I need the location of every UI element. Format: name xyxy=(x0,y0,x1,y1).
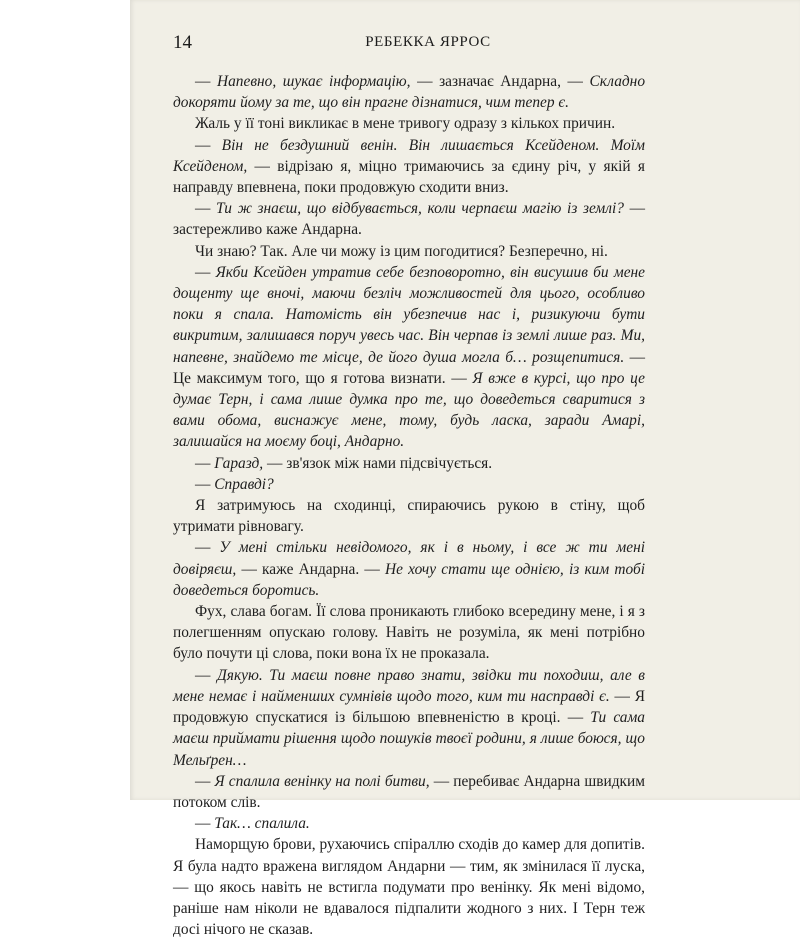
italic-run: Ти ж знаєш, що відбувається, коли черпаєш магію із землі? xyxy=(216,200,624,218)
italic-run: Напевно, шукає інформацію, xyxy=(217,73,411,90)
paragraph xyxy=(173,71,645,113)
italic-run: У мені стільки невідомого, як і в ньому, і все ж ти мені довіряєш, xyxy=(173,539,645,578)
text-run: Жаль у її тоні викликає в мене тривогу одразу з кількох причин. xyxy=(195,115,616,133)
italic-run: Гаразд, xyxy=(214,454,264,472)
italic-run: Дякую. Ти маєш повне право знати, звідки ти походиш, але в мене немає і найменших сумнівів щодо того, ким ти насправді є. xyxy=(173,666,645,705)
text-run: — xyxy=(195,666,217,684)
paragraph xyxy=(173,262,645,453)
text-run: Я затримуюсь на сходинці, спираючись рукою в стіну, щоб утримати рівновагу. xyxy=(173,497,645,536)
italic-run: Так… спалила. xyxy=(214,815,310,833)
paragraph xyxy=(173,834,645,940)
text-run: — xyxy=(195,200,217,218)
italic-run: Я спалила венінку на полі битви, xyxy=(214,772,430,790)
text-run: — відрізаю я, міцно тримаючись за єдину річ, у якій я направду впевнена, поки продовжую сходити вниз. xyxy=(173,157,645,197)
text-run: — Я продовжую спускатися із більшою впевненістю в кроці. — xyxy=(173,687,645,727)
italic-run: Не хочу стати ще однією, із ким тобі доведеться боротись. xyxy=(173,560,645,599)
text-run: — зв'язок між нами підсвічується. xyxy=(263,454,493,472)
text-run: — xyxy=(195,475,215,493)
text-run: — xyxy=(195,73,217,90)
text-run: — xyxy=(195,454,215,472)
text-run: — xyxy=(195,263,216,281)
paragraph xyxy=(173,241,645,262)
text-run: — застережливо каже Андарна. xyxy=(173,200,645,239)
paragraph xyxy=(173,474,645,495)
paragraph xyxy=(173,537,645,601)
page-number: 14 xyxy=(173,32,192,53)
italic-run: Він не бездушний венін. Він лишається Ксейденом. Моїм Ксейденом, xyxy=(173,136,645,175)
paragraph xyxy=(173,198,645,240)
running-title: РЕБЕККА ЯРРОС xyxy=(365,34,491,50)
body-text xyxy=(173,71,645,940)
text-run: — xyxy=(195,772,215,790)
text-run: — зазначає Андарна, — xyxy=(410,73,590,90)
italic-run: Складно докоряти йому за те, що він прагне дізнатися, чим тепер є. xyxy=(173,73,646,112)
page-header xyxy=(173,32,683,56)
paragraph xyxy=(173,495,645,537)
text-run: Фух, слава богам. Її слова проникають глибоко всередину мене, і я з полегшенням опускаю голову. Навіть не розуміла, як мені потрібно було почути ці слова, поки вона їх не проказала. xyxy=(173,603,645,663)
italic-run: Ти сама маєш приймати рішення щодо пошуків твоєї родини, я лише боюся, що Мельґрен… xyxy=(173,709,645,769)
text-run: — Це максимум того, що я готова визнати. — xyxy=(173,348,645,387)
text-run: — каже Андарна. — xyxy=(236,560,386,578)
text-run: — xyxy=(195,539,220,557)
paragraph xyxy=(173,113,645,134)
italic-run: Якби Ксейден утратив себе безповоротно, він висушив би мене дощенту ще вночі, маючи безліч можливостей для цього, особливо поки я спала. Натомість він убезпечив нас і, ризикуючи бути викритим, залишався поруч увесь час. Він черпав із землі лише раз. Ми, напевне, знайдемо те місце, де його душа могла б… розщепитися. xyxy=(173,263,645,366)
text-run: — xyxy=(195,815,215,833)
paragraph xyxy=(173,813,645,834)
paragraph xyxy=(173,771,645,813)
paragraph xyxy=(173,665,645,771)
text-run: Наморщую брови, рухаючись спіраллю сходів до камер для допитів. Я була надто вражена виглядом Андарни — тим, як змінилася її луска, — що якось навіть не встигла подумати про венінку. Як мені відомо, раніше нам ніколи не вдавалося підпалити жодного з них. І Терн теж досі нічого не сказав. xyxy=(173,836,645,939)
italic-run: Справді? xyxy=(214,475,274,493)
text-run: Чи знаю? Так. Але чи можу із цим погодитися? Безперечно, ні. xyxy=(195,242,608,260)
paragraph xyxy=(173,601,645,665)
text-run: — xyxy=(195,136,222,154)
text-run: — перебиває Андарна швидким потоком слів. xyxy=(173,772,646,811)
paragraph xyxy=(173,135,645,199)
italic-run: Я вже в курсі, що про це думає Терн, і сама лише думка про те, що доведеться сваритися з вами обома, виснажує мене, тому, будь ласка, заради Амарі, залишайся на моєму боці, Андарно. xyxy=(173,369,645,451)
paragraph xyxy=(173,453,645,474)
